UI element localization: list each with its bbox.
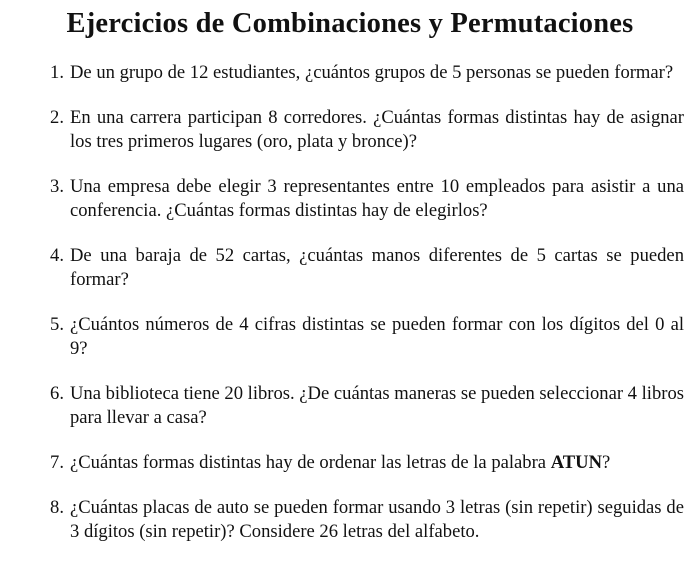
item-number: 4. <box>50 245 64 266</box>
item-text <box>70 451 684 475</box>
item-number: 7. <box>50 452 64 473</box>
item-text: En una carrera participan 8 corredores. ¿Cuántas formas distintas hay de asignar los tres primeros lugares (oro, plata y bronce)? <box>70 107 684 152</box>
item-text-before: ¿Cuántas formas distintas hay de ordenar las letras de la palabra <box>70 452 551 473</box>
list-item <box>0 382 700 430</box>
item-number: 8. <box>50 497 64 518</box>
item-text: De un grupo de 12 estudiantes, ¿cuántos grupos de 5 personas se pueden formar? <box>70 62 674 83</box>
item-text: De una baraja de 52 cartas, ¿cuántas manos diferentes de 5 cartas se pueden formar? <box>70 245 684 290</box>
item-text: ¿Cuántos números de 4 cifras distintas se pueden formar con los dígitos del 0 al 9? <box>70 314 684 359</box>
item-text: ¿Cuántas placas de auto se pueden formar usando 3 letras (sin repetir) seguidas de 3 dígitos (sin repetir)? Considere 26 letras del alfabeto. <box>70 497 684 542</box>
item-text: Una biblioteca tiene 20 libros. ¿De cuántas maneras se pueden seleccionar 4 libros para llevar a casa? <box>70 383 684 428</box>
page-title: Ejercicios de Combinaciones y Permutaciones <box>66 8 634 39</box>
item-number: 2. <box>50 107 64 128</box>
list-item <box>0 451 700 475</box>
list-item <box>0 496 700 544</box>
list-item <box>0 313 700 361</box>
list-item <box>0 244 700 292</box>
item-text: Una empresa debe elegir 3 representantes entre 10 empleados para asistir a una conferencia. ¿Cuántas formas distintas hay de elegirlos? <box>70 176 684 221</box>
item-number: 1. <box>50 62 64 83</box>
item-number: 6. <box>50 383 64 404</box>
list-item <box>0 106 700 154</box>
list-item <box>0 175 700 223</box>
item-number: 5. <box>50 314 64 335</box>
item-text-after: ? <box>602 452 611 473</box>
highlighted-word: ATUN <box>550 452 602 473</box>
item-number: 3. <box>50 176 64 197</box>
list-item <box>0 61 700 85</box>
exercise-list <box>0 61 700 565</box>
